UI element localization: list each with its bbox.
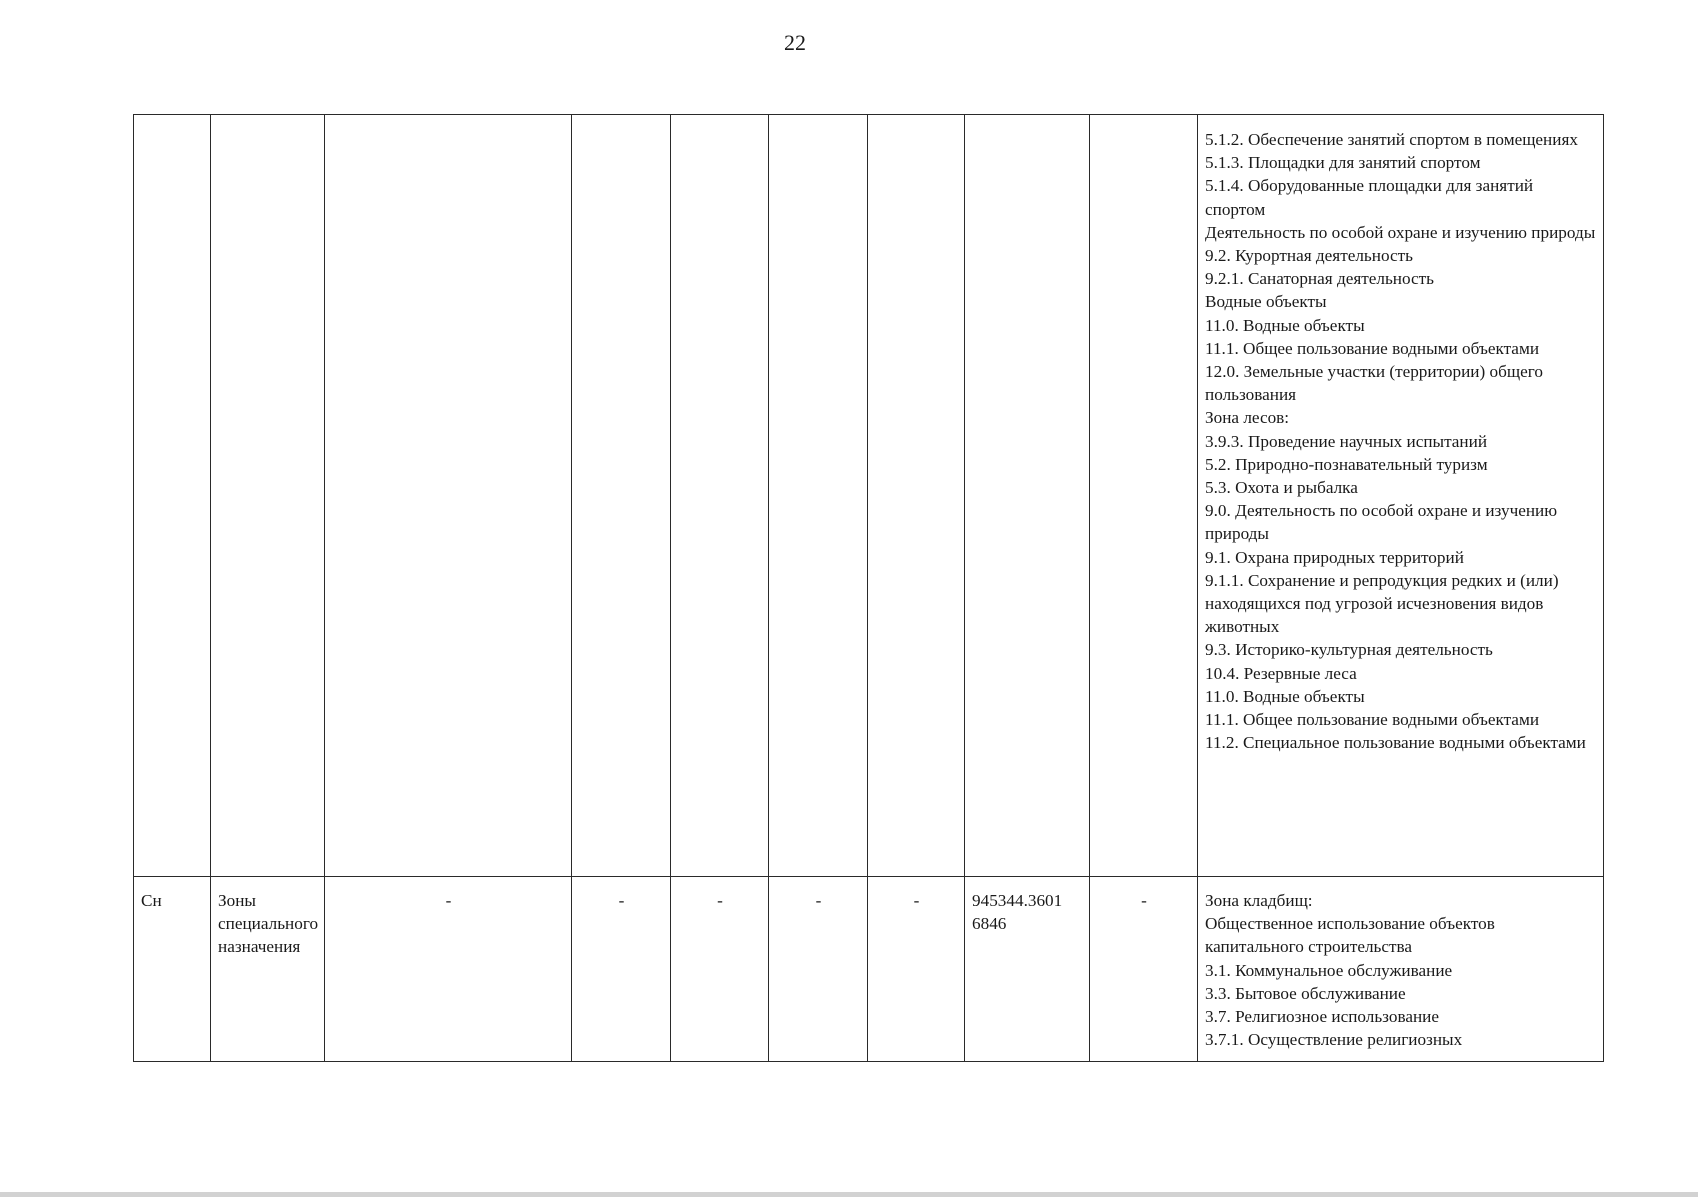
cell-col3: - <box>325 877 572 1062</box>
list-item: 9.1.1. Сохранение и репродукция редких и (или) находящихся под угрозой исчезновения видов животных <box>1205 570 1559 637</box>
cell-col4 <box>572 115 671 877</box>
list-item: 5.3. Охота и рыбалка <box>1205 478 1358 498</box>
page-bottom-edge <box>0 1192 1698 1197</box>
cell-col4: - <box>572 877 671 1062</box>
cell-code: Сн <box>134 877 211 1062</box>
permitted-uses-list <box>1205 889 1597 1051</box>
cell-col5: - <box>671 877 769 1062</box>
list-item: 3.9.3. Проведение научных испытаний <box>1205 431 1488 451</box>
cell-area: 945344.3601 6846 <box>965 877 1090 1062</box>
list-item: 10.4. Резервные леса <box>1205 663 1357 683</box>
list-item: Деятельность по особой охране и изучению природы <box>1205 222 1596 242</box>
cell-col5 <box>671 115 769 877</box>
cell-permitted-uses <box>1198 115 1604 877</box>
list-item: 11.2. Специальное пользование водными объектами <box>1205 733 1586 753</box>
zones-table <box>133 114 1604 1062</box>
cell-col7 <box>868 115 965 877</box>
cell-col9 <box>1090 115 1198 877</box>
list-item: 11.1. Общее пользование водными объектами <box>1205 710 1540 730</box>
list-item: Общественное использование объектов капитального строительства <box>1205 914 1495 957</box>
list-item: 12.0. Земельные участки (территории) общего пользования <box>1205 362 1543 405</box>
list-item: 5.1.4. Оборудованные площадки для занятий спортом <box>1205 176 1534 219</box>
list-item: 11.1. Общее пользование водными объектами <box>1205 338 1540 358</box>
list-item: Зона лесов: <box>1205 408 1290 428</box>
cell-col6 <box>769 115 868 877</box>
list-item: 9.1. Охрана природных территорий <box>1205 547 1464 567</box>
table-row-continuation <box>134 115 1604 877</box>
page-number: 22 <box>784 30 806 55</box>
cell-code <box>134 115 211 877</box>
cell-col7: - <box>868 877 965 1062</box>
list-item: 3.7. Религиозное использование <box>1205 1007 1440 1027</box>
list-item: 9.3. Историко-культурная деятельность <box>1205 640 1493 660</box>
list-item: 9.2. Курортная деятельность <box>1205 246 1413 266</box>
list-item: 3.7.1. Осуществление религиозных <box>1205 1030 1463 1050</box>
cell-zone-name: Зоны специального назначения <box>211 877 325 1062</box>
list-item: Зона кладбищ: <box>1205 891 1313 910</box>
cell-col6: - <box>769 877 868 1062</box>
list-item: 5.2. Природно-познавательный туризм <box>1205 454 1488 474</box>
list-item: 3.1. Коммунальное обслуживание <box>1205 960 1453 980</box>
cell-permitted-uses <box>1198 877 1604 1062</box>
cell-col3 <box>325 115 572 877</box>
permitted-uses-list <box>1205 128 1597 754</box>
list-item: 3.3. Бытовое обслуживание <box>1205 983 1406 1003</box>
list-item: 9.2.1. Санаторная деятельность <box>1205 269 1434 289</box>
list-item: 5.1.3. Площадки для занятий спортом <box>1205 153 1481 173</box>
list-item: 9.0. Деятельность по особой охране и изучению природы <box>1205 501 1558 544</box>
cell-zone-name <box>211 115 325 877</box>
table-row-special-zones <box>134 877 1604 1062</box>
list-item: 11.0. Водные объекты <box>1205 686 1365 706</box>
list-item: Водные объекты <box>1205 292 1327 312</box>
list-item: 11.0. Водные объекты <box>1205 315 1365 335</box>
cell-col9: - <box>1090 877 1198 1062</box>
list-item: 5.1.2. Обеспечение занятий спортом в помещениях <box>1205 130 1578 149</box>
cell-area <box>965 115 1090 877</box>
